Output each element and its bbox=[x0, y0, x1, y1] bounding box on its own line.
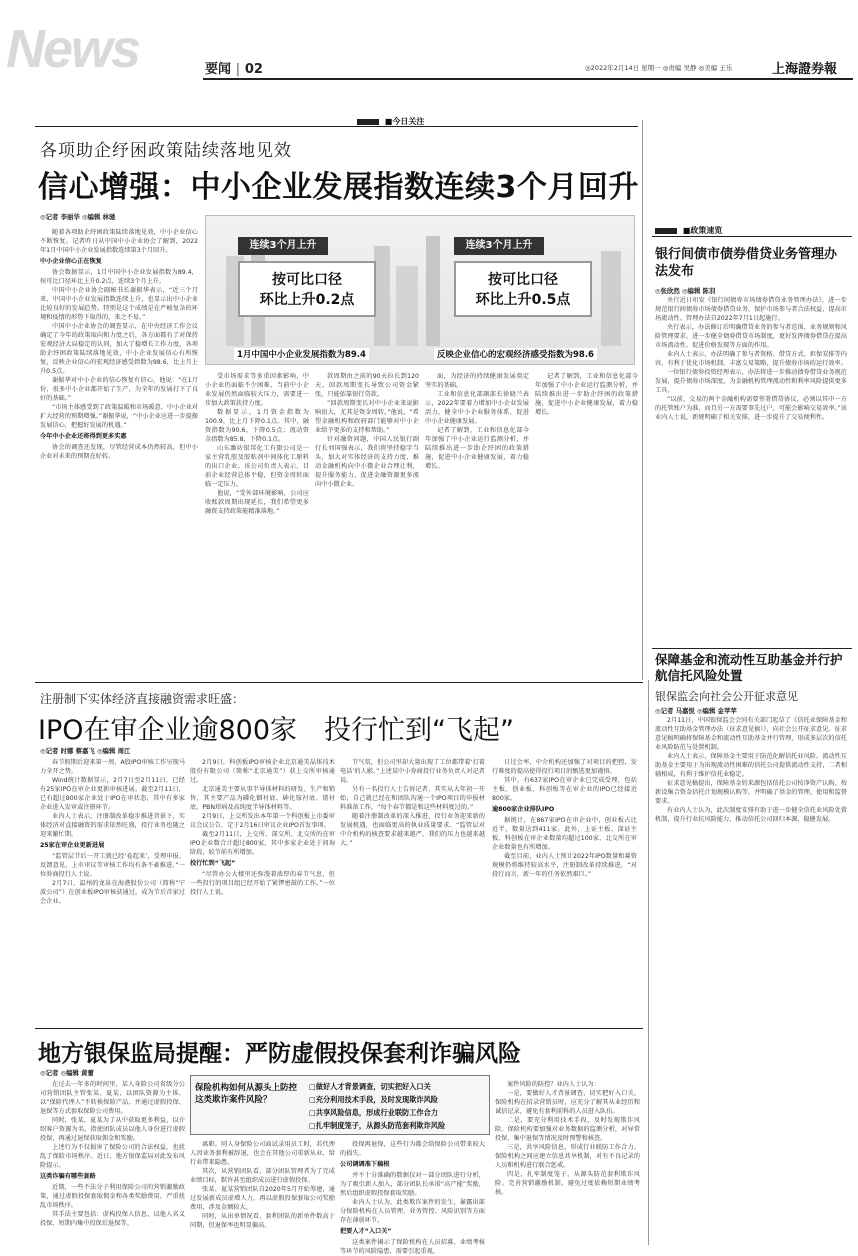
policy-mid-rule bbox=[652, 648, 852, 649]
paragraph: 三是，共享风险信息，形成行业联防工作合力。保险机构之间应建立信息共享机制，对有不良记录的人员和机构进行联合惩戒。 bbox=[495, 1144, 640, 1169]
fraud-answer-item: □共享风险信息，形成行业联防工作合力 bbox=[309, 1108, 438, 1117]
paragraph: 张某、夏某营销团队自2020年5月开始筹建，通过发展新成员虚增人力，再以虚假投保套取公司奖励费用，涉及金额较大。 bbox=[190, 1186, 335, 1211]
policy-body-2 bbox=[655, 716, 847, 1246]
paragraph: 截至2月11日，上交所、深交所、北交所的在审IPO企业数合计超过800家，其中多家企业处于问询阶段，较节前有所增加。 bbox=[190, 831, 335, 856]
lead-right-divider bbox=[642, 120, 643, 680]
paragraph: 2月9日，上交所发出本年第一个科创板上市委审议会议公告，定于2月16日审议企业IPO首发事项。 bbox=[190, 813, 335, 829]
paragraph: 款周期由之前的90天拉长到120天。回款周期变长导致公司资金紧张，只能依靠银行贷款。 bbox=[315, 373, 419, 398]
ipo-subhead-1: 25家在审企业更新进展 bbox=[40, 842, 105, 849]
paragraph: 其次，从营销团队看，部分团队管理者为了完成业绩目标，默许甚至组织成员进行虚假投保。 bbox=[190, 1168, 335, 1184]
lead-subhead-1: 中小企业信心正在恢复 bbox=[40, 258, 102, 265]
paragraph: 针对融资问题，中国人民银行副行长刘国强表示，我们将坚持稳字当头，加大对实体经济的支持力度，推动金融机构向中小微企业合理让利，提升服务能力，促进金融资源更多流向中小微企业。 bbox=[315, 436, 419, 488]
fraud-byline: ◎记者 ◎编辑 黄蕾 bbox=[40, 1069, 94, 1077]
left-card-line1: 按可比口径 bbox=[272, 272, 342, 288]
infographic-caption-right: 反映企业信心的宏观经济感受指数为98.6 bbox=[434, 348, 597, 360]
infographic-caption-left: 1月中国中小企业发展指数为89.4 bbox=[234, 348, 369, 360]
fraud-subhead-1: 这类诈骗有哪些套路 bbox=[40, 1173, 96, 1180]
paragraph: 中国中小企业协会副秘书长谢振华表示，“近三个月来，中国中小企业发展指数连续上升，也显示出中小企业比较良好的发展趋势。特别是这个成绩是在严峻复杂的环境和疫情的形势下取得的，来之不易。” bbox=[40, 287, 198, 321]
masthead-rule bbox=[203, 78, 853, 80]
fraud-column-2 bbox=[190, 1140, 335, 1248]
lead-subhead-2: 今年中小企业还将得到更多实惠 bbox=[40, 433, 127, 440]
ipo-top-rule bbox=[35, 682, 643, 683]
fraud-answer-item: □扎牢制度笼子，从源头防范套利欺诈风险 bbox=[309, 1121, 446, 1130]
paragraph: “回款周期变长对中小企业来说影响很大，尤其是资金周转。”他说，“希望金融机构和政府部门能够对中小企业给予更多的支持和帮助。” bbox=[315, 400, 419, 434]
policy-subtitle-2: 银保监会向社会公开征求意见 bbox=[655, 690, 798, 703]
paragraph: 协会的调查还发现，尽管经营成本仍然较高，但中小企业对未来的预期在好转。 bbox=[40, 444, 198, 460]
paragraph: 在过去一年多的时间里，某人身险公司省级分公司营销团队主管张某、夏某，以团队资源为主体，以“保险代理人”不转换保险产品，并通过虚假投保、退保等方式套取保险公司费用。 bbox=[40, 1081, 185, 1115]
lead-column-5 bbox=[535, 372, 638, 680]
ipo-kicker: 注册制下实体经济直接融资需求旺盛： bbox=[40, 692, 245, 706]
policy-tag: ■政策速览 bbox=[655, 225, 722, 236]
paragraph: 上述行为不仅损害了保险公司的合法权益，也扰乱了保险市场秩序。近日，地方银保监局对此发布风险提示。 bbox=[40, 1144, 185, 1169]
paragraph: “尽管办公大楼里还弥漫着浓厚的春节气息，但一些投行的项目组已经开始了紧锣密鼓的工作。”一位投行人士说。 bbox=[190, 871, 335, 896]
paragraph: 央行表示，办法修订后明确借贷业务的参与者范围、业务规则和风险管理要求，进一步健全债券借贷市场制度，更好发挥债券借贷在提高市场流动性、促进价格发现等方面的作用。 bbox=[655, 324, 847, 349]
left-card-tag: 连续3个月上升 bbox=[238, 237, 328, 255]
lead-title: 信心增强：中小企业发展指数连续3个月回升 bbox=[38, 170, 639, 205]
paragraph: 随着各项助企纾困政策陆续落地见效，中小企业信心不断恢复。记者昨日从中国中小企业协会了解到，2022年1月中国中小企业发展指数连续第3个月回升。 bbox=[40, 229, 198, 254]
infographic-left-card bbox=[228, 231, 380, 323]
ipo-column-1 bbox=[40, 758, 185, 1023]
paragraph: 一位银行债券投资经理表示，办法将进一步推动债券借贷业务规范发展，提升债券市场深度，为金融机构管理流动性和利率风险提供更多工具。 bbox=[655, 369, 847, 394]
paragraph: 中国中小企业协会的调查显示，在中央经济工作会议确定了今年的政策取向和力度之后，各方面都有了对保持宏观经济大局稳定的认同，加大了稳增长工作力度，各项助企纾困政策陆续落地见效，中小企业发展信心有所恢复，反映企业信心的宏观经济感受指数为98.6，比上月上升0.5点。 bbox=[40, 323, 198, 375]
tag-bar bbox=[357, 119, 379, 125]
infographic-right-card bbox=[444, 231, 596, 323]
fraud-answer-list bbox=[309, 1080, 487, 1132]
paragraph: 随着注册制改革的深入推进，投行业务迎来新的发展机遇，也面临更高的执业质量要求。“监管层对中介机构的核查要求越来越严，我们的压力也越来越大。” bbox=[340, 813, 485, 847]
paragraph: 业内人士表示，注册制改革稳步推进背景下，实体经济对直接融资的需求依然旺盛，投行业务也随之迎来繁忙期。 bbox=[40, 813, 185, 838]
paragraph: 同时，张某、夏某为了从中获取更多利益，以介绍客户资源为名，指使团队成员以他人身份进行虚假投保，再通过退保获取佣金和奖励。 bbox=[40, 1117, 185, 1142]
paragraph: 离职。同人身保险公司面试录用员工时，若代理人因业务套利被辞退，也会在其他公司重新从业，给行业带来隐患。 bbox=[190, 1141, 335, 1166]
paragraph: 数据显示，1月资金指数为100.9，比上月下降0.1点。其中，融资指数为90.6，下降0.5点；流动资金指数为85.8，下降0.1点。 bbox=[205, 409, 309, 443]
page-number: 02 bbox=[244, 62, 263, 77]
fraud-subhead-section: 公司调调准下稿根 bbox=[340, 1161, 390, 1168]
policy-title-2: 保障基金和流动性互助基金并行护航信托风险处置 bbox=[655, 652, 843, 683]
lead-byline: ◎记者 李丽华 ◎编辑 林驰 bbox=[40, 213, 116, 221]
lead-kicker: 各项助企纾困政策陆续落地见效 bbox=[40, 141, 292, 161]
paragraph: 案件风险的防控？业内人士认为： bbox=[507, 1081, 600, 1088]
paragraph: 四是，扎牢制度笼子，从源头防范套利欺诈风险。完善营销激励机制，避免过度依赖短期业绩考核。 bbox=[495, 1171, 640, 1196]
paragraph: 2月7日，温州的龙泉在海港股份公司（简称“宁波公司”）在创业板IPO审核获通过，成为节后首家过会企业。 bbox=[40, 880, 185, 905]
paragraph: 2月9日，科创板IPO审核企业北京通美晶体技术股份有限公司（简称“北京通美”）获上交所审核通过。 bbox=[190, 759, 335, 784]
left-card-line2: 环比上升0.2点 bbox=[259, 292, 355, 308]
paragraph: 并不十分准确的数据仅对一部分团队进行分析，为了吸引新人加入，部分团队长承诺“高产能”奖励，然后组织虚假投保套取奖励。 bbox=[340, 1172, 485, 1197]
paragraph: 有业内人士认为，此次制度安排有助于进一步健全信托业风险处置机制，提升行业抗风险能力，推动信托公司回归本源、稳健发展。 bbox=[655, 807, 847, 823]
paragraph: 这类案件揭示了保险机构在人员招募、业绩考核等环节的风险隐患，需要引起重视。 bbox=[340, 1239, 485, 1255]
fraud-question: 保险机构如何从源头上防控这类欺诈案件风险？ bbox=[195, 1083, 298, 1105]
policy-left-divider bbox=[648, 680, 649, 1245]
policy-top-rule bbox=[652, 236, 852, 237]
ipo-column-2 bbox=[190, 758, 335, 1023]
paragraph: 央行近日印发《银行间债券市场债券借贷业务管理办法》，进一步规范银行间债券市场债券借贷业务，保护市场参与者合法权益，提高市场流动性。管理办法自2022年7月1日起施行。 bbox=[655, 297, 847, 322]
paragraph: “以前，交易的两个金融机构需要签署借贷协议，必须以其中一方的托管账户为准，而且另一方需要事先过户，可能会影响交易效率。”该业内人士说，新规明确了相关安排，进一步提升了交易便利性。 bbox=[655, 396, 847, 421]
paragraph: 谢振华对中小企业的信心恢复有信心，他说：“在1月份，很多中小企业都开始了生产，为全年的发展打下了良好的基础。” bbox=[40, 377, 198, 402]
lead-top-rule bbox=[35, 126, 638, 127]
paragraph: 截至目前，业内人士预计2022年IPO数量和募资规模仍将维持较高水平，注册制改革持续推进，“对投行而言，新一年的任务依然艰巨。” bbox=[492, 853, 637, 878]
today-focus-tag: ■今日关注 bbox=[357, 116, 424, 127]
paragraph: 其手法主要包括：虚构投保人信息、以他人名义投保、短期内集中投保后退保等。 bbox=[40, 1211, 185, 1227]
paragraph: 业内人士表示，办法明确了参与者资格、借贷方式、担保安排等内容，有利于优化市场机制，丰富交易策略，提升债券市场的运行效率。 bbox=[655, 351, 847, 367]
paragraph: 面，为经济的持续健康发展奠定坚实的基础。 bbox=[425, 373, 529, 389]
paragraph: 节气氛，但公司里却大量出现了工位都带着‘打着电话’的人影。”上述某中小券商投行业务负责人对记者说。 bbox=[340, 759, 485, 784]
fraud-subhead-2: 把要人才“入口关” bbox=[340, 1228, 392, 1235]
fraud-answer-item: □做好人才背景调查，切实把好入口关 bbox=[309, 1082, 431, 1091]
paragraph: “监管层节后一开工就已经‘卷起来’，受理申报、反馈意见、上市审议等审核工作均有条不紊推进。”一位券商投行人士说。 bbox=[40, 853, 185, 878]
issue-info: ◎2022年2月14日 星期一 ◎责编 吴静 ◎美编 王乐 bbox=[585, 64, 733, 72]
tag-bar bbox=[655, 228, 677, 234]
ipo-column-4 bbox=[492, 758, 637, 1023]
fraud-title: 地方银保监局提醒：严防虚假投保套利诈骗风险 bbox=[38, 1041, 521, 1067]
policy-title: 银行间债市债券借贷业务管理办法发布 bbox=[655, 247, 838, 279]
paragraph: 协会数据显示，1月中国中小企业发展指数为89.4，按可比口径环比上升0.2点，连续3个月上升。 bbox=[40, 269, 198, 285]
fraud-answer-item: □充分利用技术手段，及时发现欺诈风险 bbox=[309, 1095, 438, 1104]
paragraph: 春节假期后迎来第一周，A股IPO审核工作呈现马力全开之势。 bbox=[40, 759, 185, 775]
paragraph: 他说，“受外部环境影响，公司应收账款周期出现延长，我们希望更多融资支持政策能精准落地。” bbox=[205, 490, 309, 515]
right-card-tag: 连续3个月上升 bbox=[454, 237, 544, 255]
paragraph: 记者了解到，工业和信息化部今年加强了中小企业运行监测分析，并陆续推出进一步助企纾困的政策措施，促进中小企业健康发展，着力稳增长。 bbox=[535, 373, 638, 416]
paragraph: 2月11日，中国银保监会会同有关部门起草了《信托业保障基金和流动性互助基金管理办法（征求意见稿）》，向社会公开征求意见。征求意见稿明确将保障基金和流动性互助基金并行管理，形成多层次的信托业风险防范与处置机制。 bbox=[655, 717, 847, 751]
ipo-subhead-2: 投行忙到“飞起” bbox=[190, 860, 236, 867]
ipo-title: IPO在审企业逾800家 投行忙到“飞起” bbox=[38, 715, 515, 746]
policy-body bbox=[655, 296, 847, 641]
paragraph: “市场主体感受到了政策温暖和市场暖意。中小企业对扩大经营的预期增强。”谢振华说，“中小企业应进一步提振发展信心，把握好发展的机遇。” bbox=[40, 404, 198, 429]
paragraph: 受市场需求等多重因素影响，中小企业仍面临不少困难，当前中小企业发展仍然面临较大压力，需要进一步加大政策扶持力度。 bbox=[205, 373, 309, 407]
paragraph: 北京通美主要从事半导体材料的研发、生产和销售，其主要产品为磷化铟衬底、砷化镓衬底、锗衬底、PBN坩埚及高纯度半导体材料等。 bbox=[190, 786, 335, 811]
fraud-column-1 bbox=[40, 1080, 185, 1248]
masthead: News 要闻 | 02 ◎2022年2月14日 星期一 ◎责编 吴静 ◎美编 王乐 上海證券報 bbox=[0, 0, 858, 80]
paragraph: 一是，要做好人才背景调查，切实把好入口关。保险机构在招录营销员时，应充分了解其从业经历和诚信记录，避免有套利前科的人员进入队伍。 bbox=[495, 1090, 640, 1115]
right-card-line1: 按可比口径 bbox=[488, 272, 558, 288]
paragraph: 记者了解到，工业和信息化部今年加强了中小企业运行监测分析，并陆续推出进一步助企纾困的政策措施，促进中小企业健康发展，着力稳增长。 bbox=[425, 427, 529, 470]
paragraph: 近期，一些不法分子利用保险公司的营销激励政策，通过虚假投保套取佣金和各类奖励费用，严重扰乱市场秩序。 bbox=[40, 1184, 185, 1209]
fraud-top-rule bbox=[35, 1028, 643, 1029]
lead-column-2 bbox=[205, 372, 309, 680]
paragraph: 业内人士认为，此类欺诈案件的发生，暴露出部分保险机构在人员管理、业务管控、风险识别等方面存在薄弱环节。 bbox=[340, 1199, 485, 1224]
policy-byline: ◎张欣然 ◎编辑 陈羽 bbox=[655, 287, 716, 295]
paragraph: 工业和信息化部副部长徐晓兰表示，2022年要着力增加中小企业发展活力，健全中小企业服务体系，促进中小企业健康发展。 bbox=[425, 391, 529, 425]
lead-column-3 bbox=[315, 372, 419, 680]
lead-column-4 bbox=[425, 372, 529, 680]
ipo-column-3 bbox=[340, 758, 485, 1023]
paragraph: 二是，要充分利用技术手段，及时发现欺诈风险。保险机构要加强对业务数据的监测分析，对异常投保、集中退保等情况及时预警和核查。 bbox=[495, 1117, 640, 1142]
paragraph: 同时，从出单情况看，套利团队的新单件数高于同期，但退保率也明显偏高。 bbox=[190, 1213, 335, 1229]
masthead-logo: News bbox=[6, 19, 140, 79]
paper-name: 上海證券報 bbox=[772, 62, 838, 77]
lead-column-1 bbox=[40, 228, 198, 680]
paragraph: 另有一名投行人士告诉记者，其实从大年初一开始，自己就已经在和团队沟通一个IPO项目的申报材料准备工作，“每个春节都是和这些材料度过的。” bbox=[340, 786, 485, 811]
policy-byline-2: ◎记者 马嘉悦 ◎编辑 金苹苹 bbox=[655, 707, 737, 715]
paragraph: 日过会率，中介机构还加强了对项目的把控，发行难度的提高使得投行项目的甄选更加谨慎。 bbox=[492, 759, 637, 775]
fraud-column-3 bbox=[340, 1140, 485, 1255]
ipo-subhead-3: 逾800家企业排队IPO bbox=[492, 806, 555, 813]
ipo-byline: ◎记者 时娜 蔡嘉飞 ◎编辑 周江 bbox=[40, 747, 131, 755]
section-name: 要闻 bbox=[205, 62, 232, 77]
right-card-line2: 环比上升0.5点 bbox=[475, 292, 571, 308]
fraud-column-4 bbox=[495, 1080, 640, 1248]
paragraph: 其中，有637家IPO在审企业已完成受理，包括主板、创业板、科创板等在审企业的IPO已经接近800家。 bbox=[492, 777, 637, 802]
paragraph: 据统计，在867家IPO在审企业中，创业板占比近半，数量达到411家。此外，上证主板、深证主板、科创板在审企业数量均超过100家，北交所在审企业数量也有所增加。 bbox=[492, 817, 637, 851]
paragraph: Wind统计数据显示，2月7日至2月11日，已经有25家IPO在审企业更新审核进展。截至2月11日，已有超过800家企业处于IPO在审状态，其中有多家企业进入发审或注册环节。 bbox=[40, 777, 185, 811]
fraud-qa-box bbox=[190, 1075, 490, 1135]
paragraph: 业内人士表示，保障基金主要用于防范化解信托业风险，流动性互助基金主要用于为出现流动性困难的信托公司提供流动性支持，二者相辅相成，有利于维护信托业稳定。 bbox=[655, 753, 847, 778]
paragraph: 征求意见稿提出，保障基金的来源包括信托公司按净资产认购、按新设集合资金信托计划规模认购等，并明确了基金的管理、使用和监督要求。 bbox=[655, 780, 847, 805]
lead-infographic bbox=[205, 215, 635, 365]
paragraph: 山东潍坊银邦化工有限公司是一家主营乳胶及胶粘剂中间体化工原料的出口企业。该公司负责人表示，目前企业经营总体平稳，但资金周转面临一定压力。 bbox=[205, 445, 309, 488]
paragraph: 投保再退保，这些行为都会给保险公司带来较大的损失。 bbox=[340, 1141, 485, 1157]
